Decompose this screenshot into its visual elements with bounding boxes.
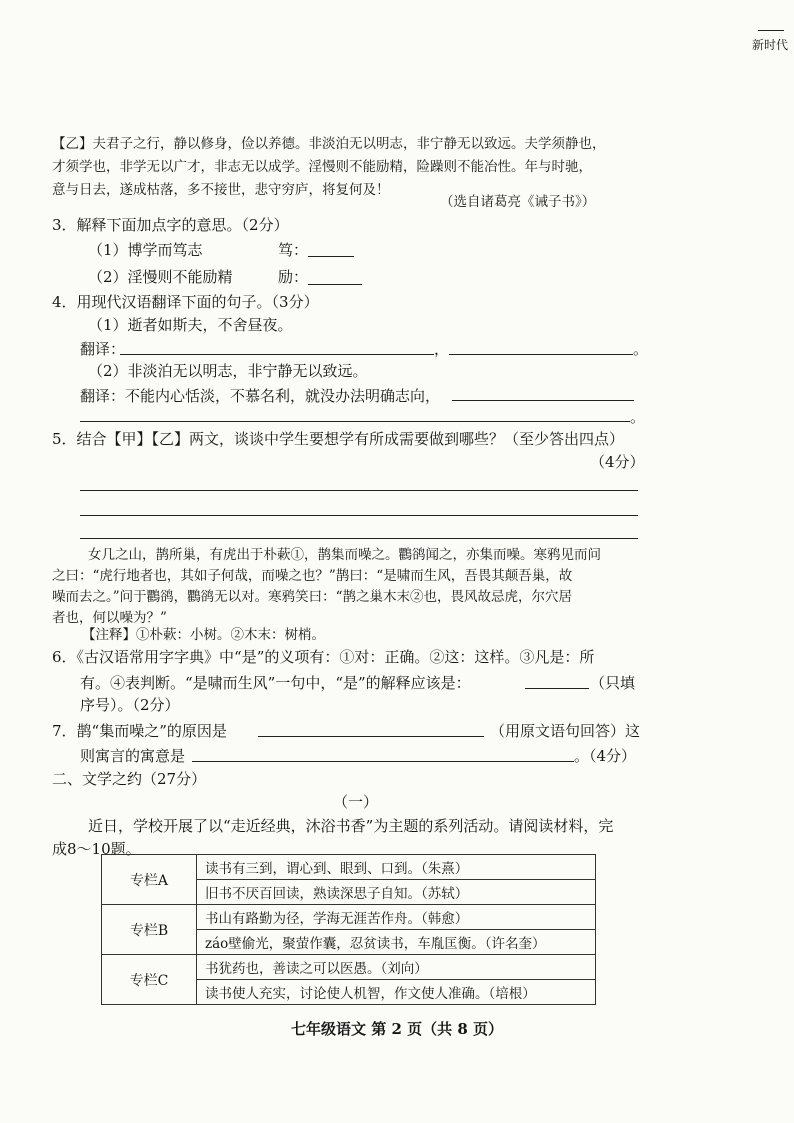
q7-answer-blank-2[interactable] (192, 761, 574, 762)
section-2-intro-1: 近日，学校开展了以“走近经典，沐浴书香”为主题的系列活动。请阅读材料，完 (88, 817, 614, 835)
fable-note: 【注释】①朴蔌：小树。②木末：树梢。 (82, 627, 325, 643)
fable-line-4: 者也，何以噪为？” (52, 610, 167, 626)
yi-passage-line-1: 【乙】夫君子之行，静以修身，俭以养德。非淡泊无以明志，非宁静无以致远。夫学须静也， (52, 136, 606, 152)
q6-line-3: 序号）。（2分） (80, 696, 180, 714)
q3-item-2-word: 励： (278, 268, 309, 286)
q3-item-1: （1）博学而笃志 (88, 241, 203, 259)
column-a-quote-2: 旧书不厌百回读，熟读深思子自知。（苏轼） (197, 880, 596, 905)
q6-line-2b: （只填 (590, 674, 636, 692)
column-b-quote-2: záo壁偷光，聚萤作囊，忍贫读书，车胤匡衡。（许名奎） (197, 930, 596, 955)
column-a-quote-1: 读书有三到，谓心到、眼到、口到。（朱熹） (197, 855, 596, 880)
fable-line-3: 噪而去之。”问于鸜鹆，鸜鹆无以对。寒鸦笑曰：“鹊之巢木末②也，畏风故忌虎，尔穴居 (52, 589, 573, 605)
q4-translation-blank-2b[interactable] (80, 421, 630, 422)
column-b-quote-1: 书山有路勤为径，学海无涯苦作舟。（韩愈） (197, 905, 596, 930)
q4-translation-blank-2a[interactable] (452, 400, 634, 401)
column-c-quote-2: 读书使人充实，讨论使人机智，作文使人准确。（培根） (197, 980, 596, 1005)
q3-title: 3．解释下面加点字的意思。（2分） (52, 216, 289, 234)
yi-passage-line-2: 才须学也，非学无以广才，非志无以成学。淫慢则不能励精，险躁则不能冶性。年与时驰， (52, 159, 592, 175)
q4-period-2: 。 (630, 408, 646, 426)
q7-line-2a: 则寓言的寓意是 (80, 747, 186, 765)
q7-line-1a: 7．鹊“集而噪之”的原因是 (52, 722, 227, 740)
q4-translation-2: 翻译：不能内心恬淡，不慕名利，就没办法明确志向， (80, 387, 441, 405)
q4-period-1: 。 (633, 340, 649, 358)
q3-answer-blank-1[interactable] (308, 256, 354, 257)
q4-title: 4．用现代汉语翻译下面的句子。（3分） (52, 293, 319, 311)
q4-translation-blank-1b[interactable] (449, 354, 633, 355)
q6-answer-blank[interactable] (525, 688, 589, 689)
q5-points: （4分） (590, 453, 645, 471)
q4-translation-blank-1a[interactable] (120, 354, 434, 355)
q6-line-1: 6．《古汉语常用字字典》中“是”的义项有：①对：正确。②这：这样。③凡是：所 (52, 648, 595, 666)
section-2-title: 二、文学之约（27分） (52, 770, 207, 788)
column-c-name: 专栏C (102, 955, 197, 1005)
fable-line-2: 之曰：“虎行地者也，其如子何哉，而噪之也？”鹊曰：“是啸而生风，吾畏其颠吾巢，故 (52, 568, 573, 584)
q4-item-2: （2）非淡泊无以明志，非宁静无以致远。 (88, 362, 368, 380)
fable-line-1: 女几之山，鹊所巢，有虎出于朴蔌①，鹊集而噪之。鸜鹆闻之，亦集而噪。寒鸦见而问 (88, 547, 601, 563)
q4-translation-label-1: 翻译： (80, 340, 126, 358)
table-row (102, 905, 596, 930)
column-b-name: 专栏B (102, 905, 197, 955)
section-2-subtitle: （一） (333, 793, 379, 811)
q7-line-1b: （用原文语句回答）这 (490, 722, 641, 740)
page-footer: 七年级语文 第 2 页（共 8 页） (291, 1020, 503, 1038)
q4-comma: ， (434, 340, 450, 358)
section-2-intro-2: 成8～10题。 (52, 840, 141, 858)
reading-columns-table (101, 854, 596, 1005)
header-corner-text: 新时代 (751, 38, 788, 52)
q5-answer-line-3[interactable] (80, 538, 638, 539)
q7-answer-blank-1[interactable] (258, 736, 484, 737)
corner-mark (758, 30, 784, 31)
q3-answer-blank-2[interactable] (308, 284, 362, 285)
q5-answer-line-1[interactable] (80, 490, 638, 491)
column-c-quote-1: 书犹药也，善读之可以医愚。（刘向） (197, 955, 596, 980)
yi-passage-source: （选自诸葛亮《诫子书》） (440, 194, 596, 210)
table-row (102, 955, 596, 980)
q4-item-1: （1）逝者如斯夫，不舍昼夜。 (88, 316, 293, 334)
q7-line-2b: 。（4分） (574, 747, 637, 765)
yi-passage-line-3: 意与日去，遂成枯落，多不接世，悲守穷庐，将复何及！ (52, 182, 390, 198)
table-row (102, 855, 596, 880)
q3-item-1-word: 笃： (278, 241, 309, 259)
q5-answer-line-2[interactable] (80, 515, 638, 516)
q5-question: 5．结合【甲】【乙】两文，谈谈中学生要想学有所成需要做到哪些？（至少答出四点） (52, 430, 625, 448)
q3-item-2: （2）淫慢则不能励精 (88, 268, 233, 286)
q6-line-2a: 有。④表判断。“是啸而生风”一句中，“是”的解释应该是： (80, 674, 471, 692)
column-a-name: 专栏A (102, 855, 197, 905)
